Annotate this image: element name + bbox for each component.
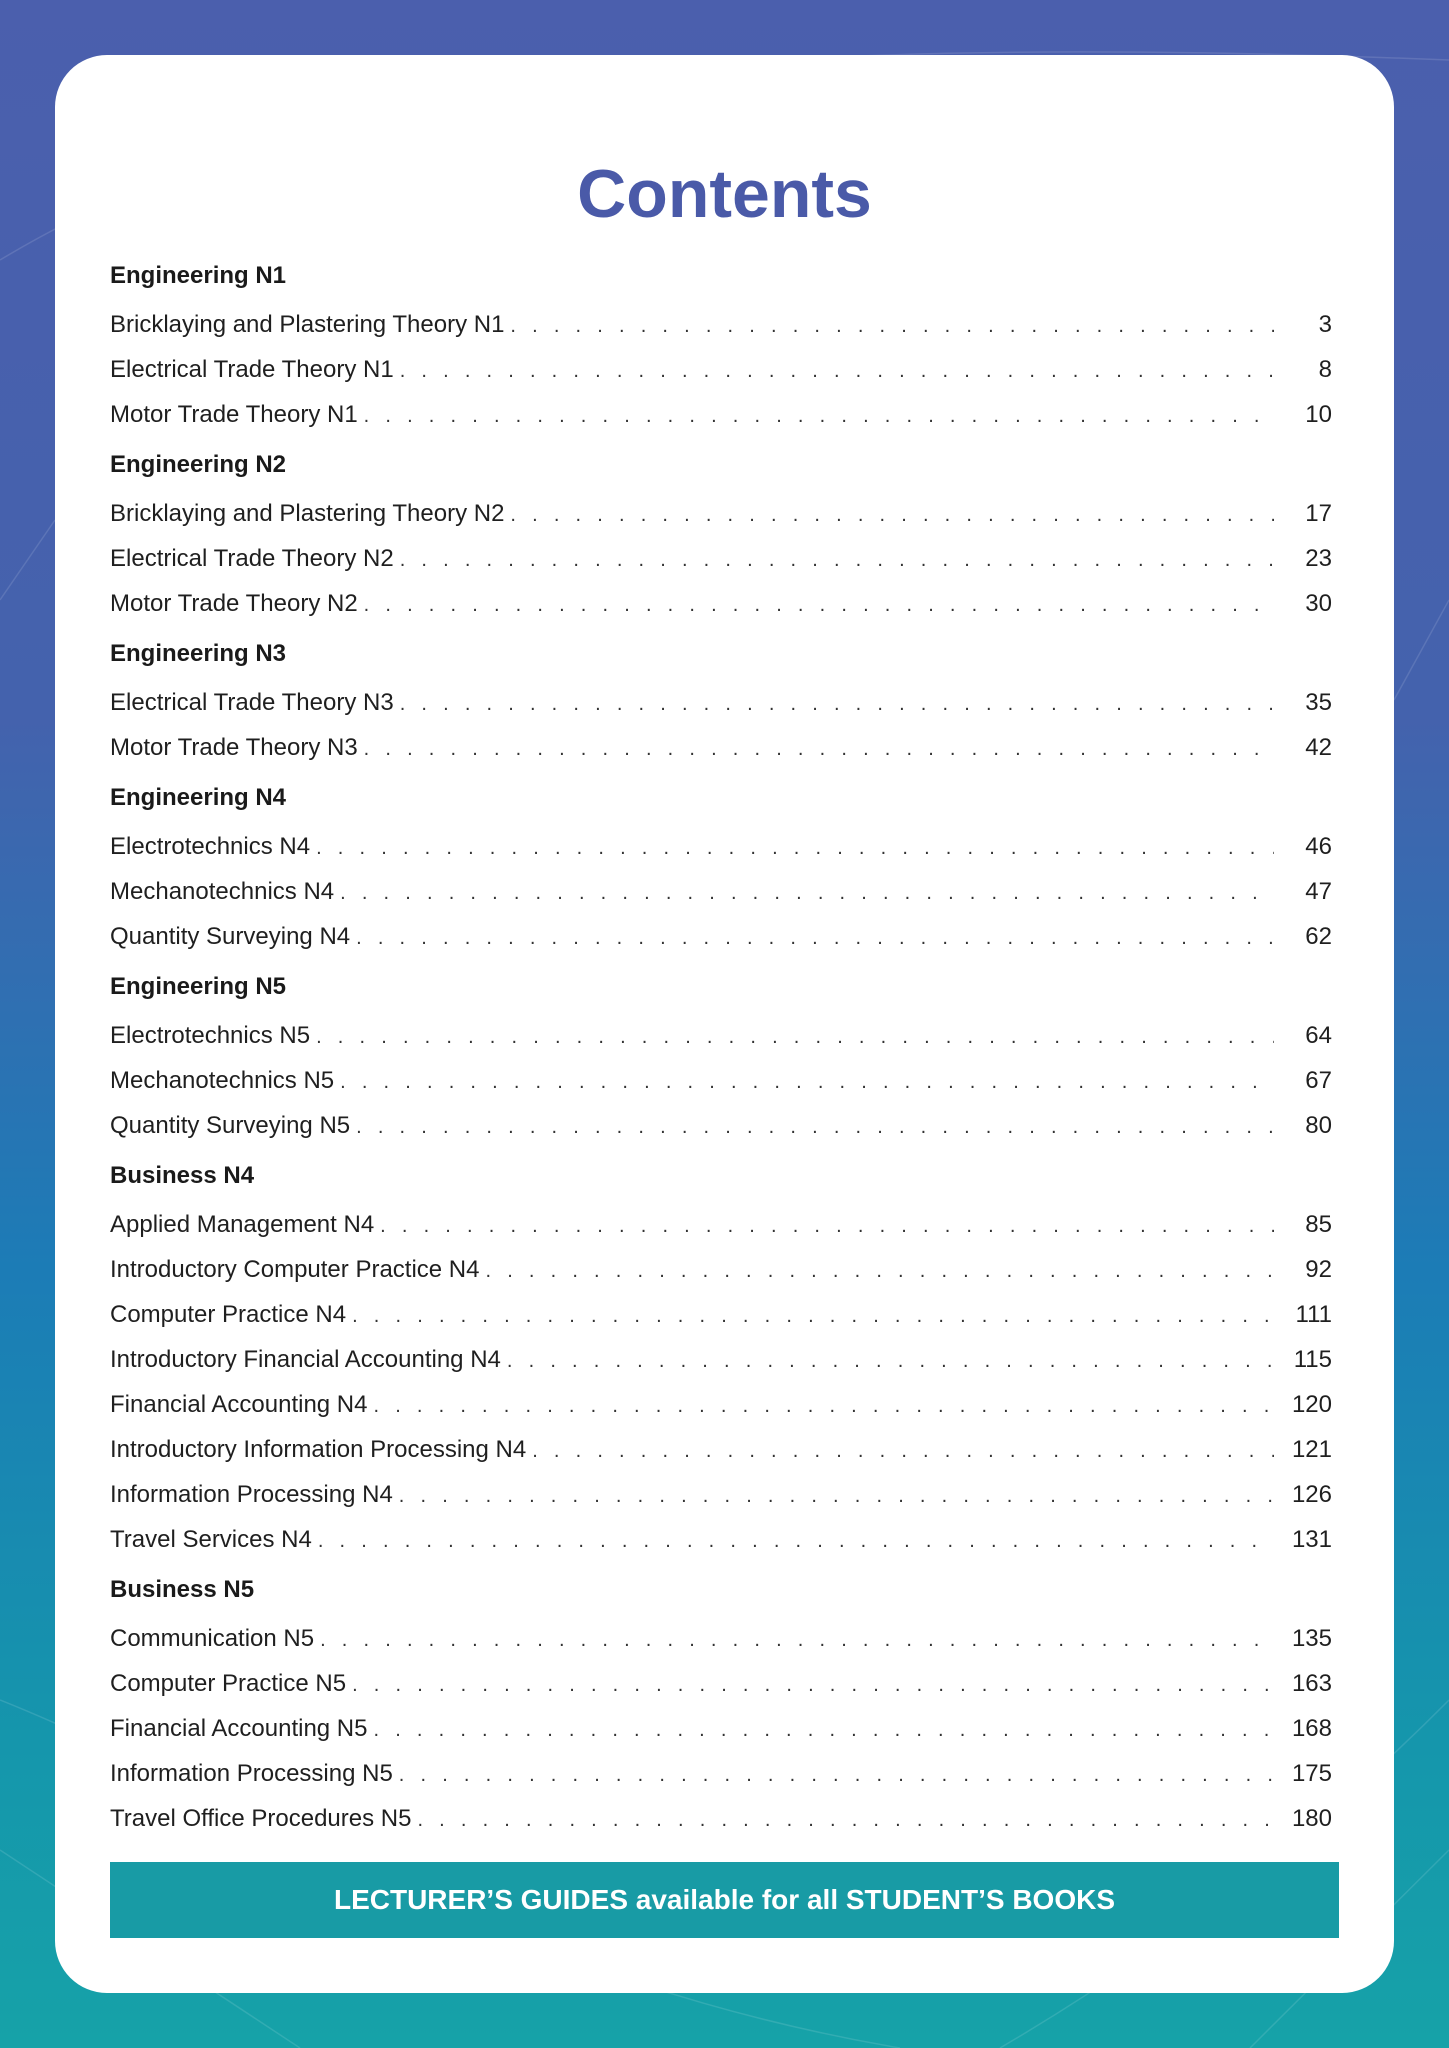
table-of-contents [110,260,1332,1853]
page-number: 131 [1291,1526,1332,1553]
entry-title: Electrotechnics N4 [110,833,311,860]
lecturer-guides-banner: LECTURER’S GUIDES available for all STUDENT’S BOOKS [110,1862,1339,1938]
dot-leader [532,1429,1274,1474]
dot-leader [340,871,1274,916]
toc-section [110,1574,1332,1841]
page-number: 3 [1318,311,1332,338]
toc-entry[interactable] [110,302,1332,347]
section-heading: Engineering N5 [110,973,287,1000]
page-number: 163 [1291,1670,1332,1697]
section-heading: Business N4 [110,1162,255,1189]
page-title: Contents [577,156,872,232]
contents-card [55,55,1394,1993]
entry-title: Electrical Trade Theory N1 [110,356,394,383]
toc-entry[interactable] [110,725,1332,770]
dot-leader [373,1708,1274,1753]
toc-entry[interactable] [110,491,1332,536]
dot-leader [485,1249,1274,1294]
entry-title: Electrical Trade Theory N2 [110,545,394,572]
entry-title: Bricklaying and Plastering Theory N2 [110,500,505,527]
toc-entry[interactable] [110,824,1332,869]
dot-leader [380,1204,1274,1249]
dot-leader [364,583,1274,628]
page-number: 42 [1305,734,1332,761]
entry-title: Quantity Surveying N5 [110,1112,351,1139]
page-number: 47 [1305,878,1332,905]
entry-title: Computer Practice N4 [110,1301,347,1328]
dot-leader [340,1060,1274,1105]
toc-entry[interactable] [110,1616,1332,1661]
dot-leader [400,538,1274,583]
entry-title: Applied Management N4 [110,1211,375,1238]
toc-entry[interactable] [110,1472,1332,1517]
toc-entry[interactable] [110,1247,1332,1292]
page-number: 168 [1291,1715,1332,1742]
dot-leader [400,682,1274,727]
dot-leader [320,1618,1274,1663]
toc-section [110,260,1332,437]
toc-entry[interactable] [110,1661,1332,1706]
entry-title: Travel Services N4 [110,1526,312,1553]
toc-entry[interactable] [110,1337,1332,1382]
page-number: 67 [1305,1067,1332,1094]
dot-leader [316,1015,1274,1060]
toc-section [110,1160,1332,1562]
toc-section [110,638,1332,770]
toc-entry[interactable] [110,581,1332,626]
toc-entry[interactable] [110,1103,1332,1148]
page-number: 64 [1305,1022,1332,1049]
toc-entry[interactable] [110,1382,1332,1427]
toc-entry[interactable] [110,869,1332,914]
toc-entry[interactable] [110,680,1332,725]
toc-section [110,449,1332,626]
page-number: 80 [1305,1112,1332,1139]
entry-title: Electrotechnics N5 [110,1022,311,1049]
entry-title: Mechanotechnics N5 [110,1067,335,1094]
page-number: 115 [1293,1346,1332,1373]
toc-entry[interactable] [110,1202,1332,1247]
page-number: 126 [1291,1481,1332,1508]
entry-title: Computer Practice N5 [110,1670,347,1697]
dot-leader [318,1519,1274,1564]
page-number: 121 [1291,1436,1332,1463]
section-heading: Engineering N4 [110,784,287,811]
entry-title: Financial Accounting N4 [110,1391,368,1418]
dot-leader [316,826,1274,871]
toc-section [110,782,1332,959]
entry-title: Motor Trade Theory N1 [110,401,358,428]
dot-leader [399,1474,1274,1519]
dot-leader [400,349,1274,394]
page-number: 17 [1305,500,1332,527]
dot-leader [399,1753,1274,1798]
page-number: 8 [1318,356,1332,383]
page-number: 85 [1305,1211,1332,1238]
page-number: 10 [1305,401,1332,428]
entry-title: Financial Accounting N5 [110,1715,368,1742]
entry-title: Mechanotechnics N4 [110,878,335,905]
entry-title: Information Processing N5 [110,1760,393,1787]
page-number: 120 [1291,1391,1332,1418]
toc-entry[interactable] [110,1751,1332,1796]
dot-leader [352,1294,1274,1339]
section-heading: Engineering N3 [110,640,287,667]
section-heading: Engineering N2 [110,451,287,478]
dot-leader [356,916,1274,961]
toc-entry[interactable] [110,536,1332,581]
page-number: 23 [1305,545,1332,572]
entry-title: Motor Trade Theory N3 [110,734,358,761]
entry-title: Information Processing N4 [110,1481,393,1508]
toc-entry[interactable] [110,1427,1332,1472]
entry-title: Communication N5 [110,1625,315,1652]
page-number: 62 [1305,923,1332,950]
toc-entry[interactable] [110,1517,1332,1562]
entry-title: Introductory Financial Accounting N4 [110,1346,501,1373]
page-number: 175 [1291,1760,1332,1787]
dot-leader [373,1384,1274,1429]
section-heading: Business N5 [110,1576,255,1603]
entry-title: Quantity Surveying N4 [110,923,351,950]
entry-title: Motor Trade Theory N2 [110,590,358,617]
dot-leader [510,304,1274,349]
dot-leader [356,1105,1274,1150]
dot-leader [352,1663,1274,1708]
toc-entry[interactable] [110,914,1332,959]
toc-entry[interactable] [110,347,1332,392]
page-number: 180 [1291,1805,1332,1832]
dot-leader [364,394,1274,439]
toc-entry[interactable] [110,1796,1332,1841]
dot-leader [417,1798,1274,1843]
toc-section [110,971,1332,1148]
entry-title: Introductory Computer Practice N4 [110,1256,480,1283]
toc-entry[interactable] [110,1013,1332,1058]
toc-entry[interactable] [110,1706,1332,1751]
dot-leader [507,1339,1274,1384]
entry-title: Bricklaying and Plastering Theory N1 [110,311,505,338]
page-number: 35 [1305,689,1332,716]
entry-title: Electrical Trade Theory N3 [110,689,394,716]
entry-title: Travel Office Procedures N5 [110,1805,412,1832]
page-number: 92 [1305,1256,1332,1283]
dot-leader [364,727,1274,772]
toc-entry[interactable] [110,1058,1332,1103]
page-number: 46 [1305,833,1332,860]
page-number: 111 [1295,1301,1332,1328]
page-number: 30 [1305,590,1332,617]
page-number: 135 [1291,1625,1332,1652]
entry-title: Introductory Information Processing N4 [110,1436,527,1463]
toc-entry[interactable] [110,392,1332,437]
toc-entry[interactable] [110,1292,1332,1337]
dot-leader [510,493,1274,538]
section-heading: Engineering N1 [110,262,287,289]
